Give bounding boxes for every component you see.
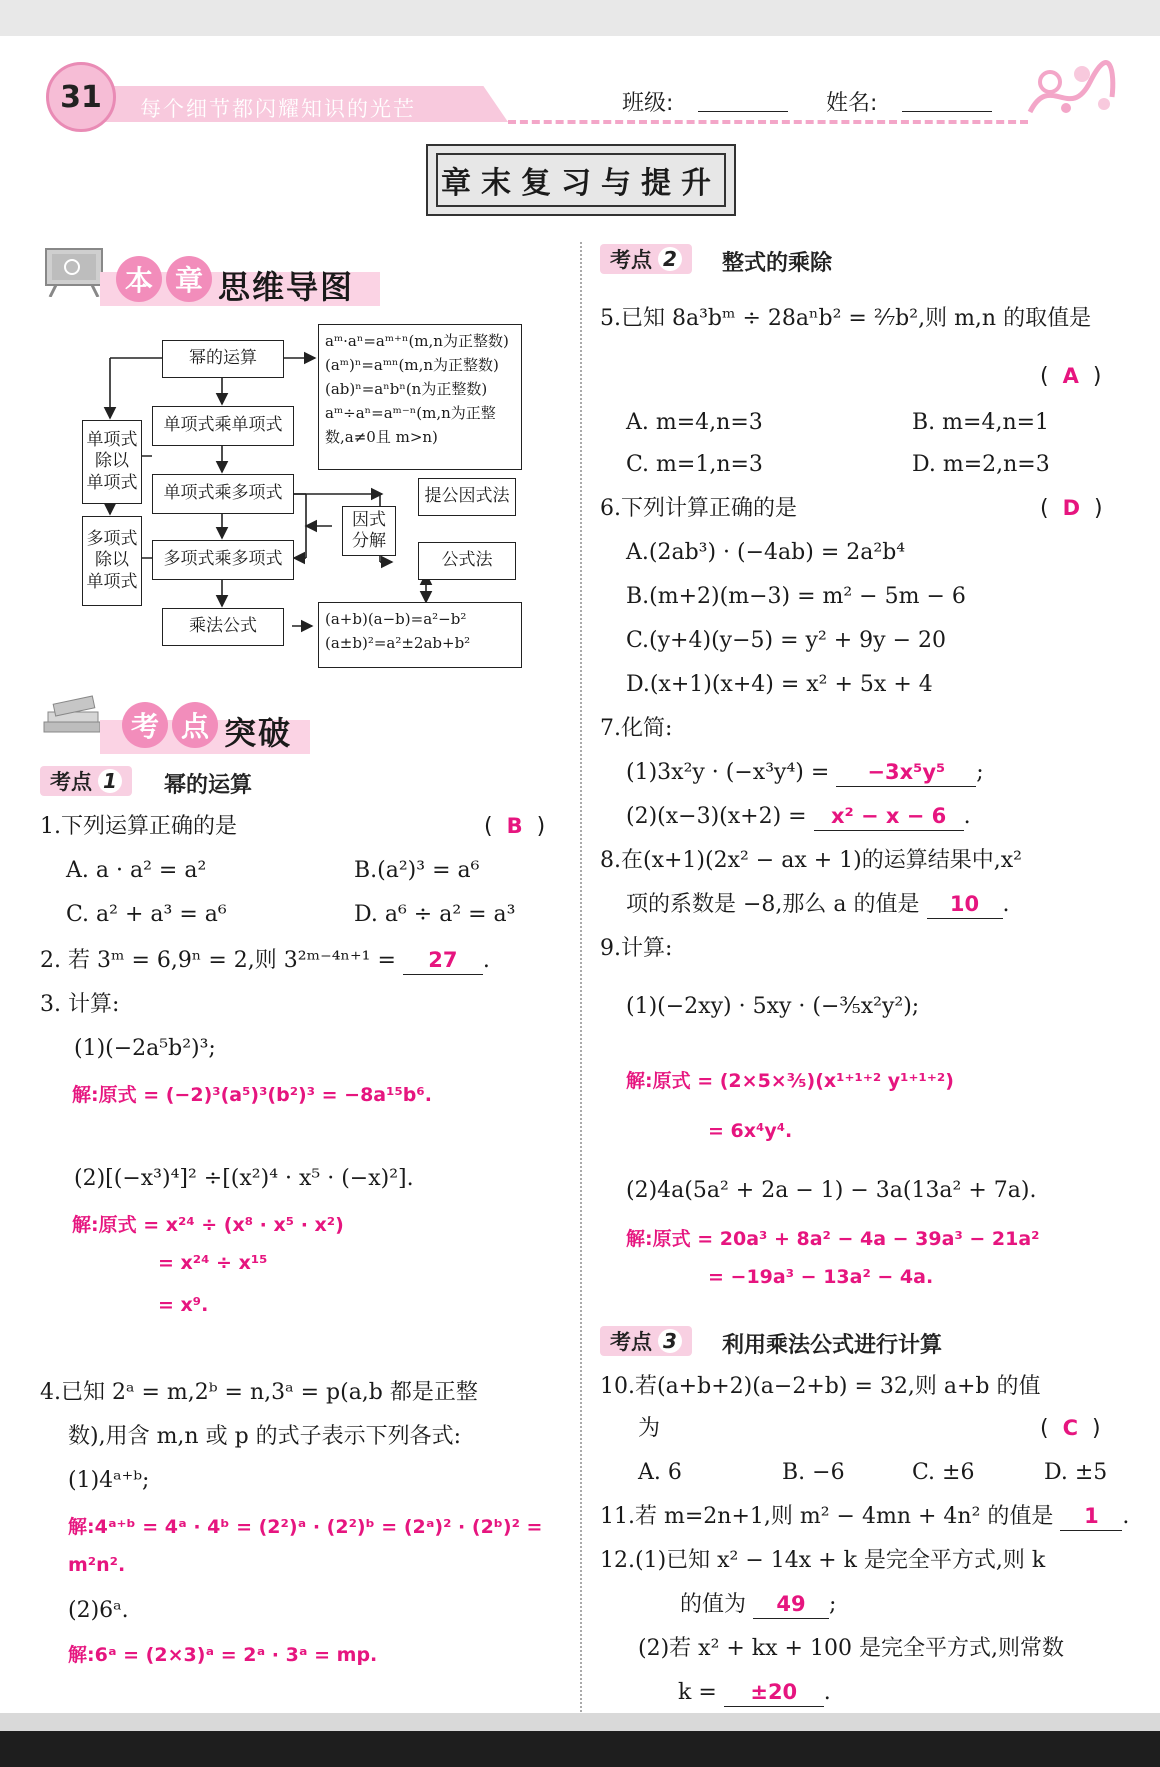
q7-part1: (1)3x²y · (−x³y⁴) = −3x⁵y⁵ ; [626, 760, 984, 787]
node-poly-div-line: 除以 [95, 550, 129, 571]
breakthrough-badge-1: 考 [122, 702, 168, 748]
q10-option-d: D. ±5 [1044, 1460, 1108, 1485]
q8-answer: 10 [949, 892, 980, 916]
kaodian2-label [600, 244, 692, 274]
q7-part1-answer: −3x⁵y⁵ [867, 760, 946, 784]
node-mono-div [82, 420, 142, 504]
q12-part2-answer: ±20 [750, 1680, 798, 1704]
kaodian1-num: 1 [98, 769, 122, 793]
q12-part1-answer: 49 [776, 1592, 806, 1616]
blackboard-icon [42, 245, 106, 297]
q1-stem: 1.下列运算正确的是 [40, 814, 237, 839]
page-bottom-edge [0, 1731, 1160, 1767]
q1-option-c: C. a² + a³ = a⁶ [66, 902, 227, 927]
q11-answer: 1 [1084, 1504, 1099, 1528]
q10-answer: C [1062, 1416, 1078, 1440]
q12-part2-line1: (2)若 x² + kx + 100 是完全平方式,则常数 [638, 1636, 1064, 1661]
q10-option-c: C. ±6 [912, 1460, 975, 1485]
q10-option-b: B. −6 [782, 1460, 845, 1485]
mindmap-badge-2: 章 [166, 256, 212, 302]
q11-answer-blank [1060, 1504, 1122, 1531]
q1-option-d: D. a⁶ ÷ a² = a³ [354, 902, 516, 927]
power-rule: (ab)ⁿ=aⁿbⁿ(n为正整数) [325, 380, 488, 398]
q9-part1-solution-2: = 6x⁴y⁴. [708, 1120, 793, 1142]
q6-option-b: B.(m+2)(m−3) = m² − 5m − 6 [626, 584, 966, 609]
page-number: 31 [46, 62, 116, 132]
q4-part1: (1)4ᵃ⁺ᵇ; [68, 1468, 150, 1493]
class-input-line[interactable] [698, 111, 788, 112]
node-poly-poly: 多项式乘多项式 [152, 540, 294, 580]
node-common-factor: 提公因式法 [418, 478, 516, 516]
kaodian2-label-text: 考点 [610, 248, 652, 272]
breakthrough-title: 突破 [224, 714, 293, 752]
flower-ornament-icon [1020, 52, 1120, 124]
q10-line2: 为 [638, 1416, 661, 1441]
node-mono-mono: 单项式乘单项式 [152, 406, 294, 446]
q7-part2-blank [814, 804, 964, 831]
q2-answer-blank [403, 948, 483, 975]
q5-stem: 5.已知 8a³bᵐ ÷ 28aⁿb² = ²⁄₇b²,则 m,n 的取值是 [600, 306, 1092, 331]
q12-part1-line1: 12.(1)已知 x² − 14x + k 是完全平方式,则 k [600, 1548, 1046, 1573]
q1-answer-paren: ( B ) [484, 814, 546, 839]
q9-part1: (1)(−2xy) · 5xy · (−³⁄₅x²y²); [626, 994, 920, 1019]
kaodian1-label-text: 考点 [50, 770, 92, 794]
node-formula-method: 公式法 [418, 542, 516, 580]
mult-formulas-box [318, 602, 522, 668]
q3-part1-solution: 解:原式 = (−2)³(a⁵)³(b²)³ = −8a¹⁵b⁶. [72, 1084, 432, 1106]
q5-option-d: D. m=2,n=3 [912, 452, 1050, 477]
q1-answer: B [506, 814, 523, 838]
q6-option-d: D.(x+1)(x+4) = x² + 5x + 4 [626, 672, 933, 697]
power-rules-box [318, 324, 522, 470]
q3-part1: (1)(−2a⁵b²)³; [74, 1036, 216, 1061]
q7-part1-text: (1)3x²y · (−x³y⁴) = [626, 760, 830, 785]
q4-part2: (2)6ᵃ. [68, 1598, 129, 1623]
kaodian2-title: 整式的乘除 [722, 251, 833, 276]
mult-formula: (a±b)²=a²±2ab+b² [325, 634, 471, 652]
power-rule: (aᵐ)ⁿ=aᵐⁿ(m,n为正整数) [325, 356, 499, 374]
page-top-edge [0, 0, 1160, 36]
kaodian3-label [600, 1326, 692, 1356]
q1-option-a: A. a · a² = a² [66, 858, 207, 883]
node-factor-line: 因式 [352, 509, 386, 530]
kaodian3-title: 利用乘法公式进行计算 [722, 1333, 943, 1358]
q9-part2-solution-2: = −19a³ − 13a² − 4a. [708, 1266, 934, 1288]
q6-answer-paren: ( D ) [1040, 496, 1103, 521]
kaodian2-num: 2 [658, 247, 682, 271]
q11: 11.若 m=2n+1,则 m² − 4mn + 4n² 的值是 1 . [600, 1504, 1129, 1531]
q4-stem-2: 数),用含 m,n 或 p 的式子表示下列各式: [68, 1424, 462, 1449]
q9-part2: (2)4a(5a² + 2a − 1) − 3a(13a² + 7a). [626, 1178, 1037, 1203]
node-poly-div [82, 516, 142, 606]
q6-stem: 6.下列计算正确的是 [600, 496, 797, 521]
q5-option-a: A. m=4,n=3 [626, 410, 763, 435]
power-rule: 数,a≠0且 m>n) [325, 428, 438, 446]
q2-stem: 2. 若 3ᵐ = 6,9ⁿ = 2,则 3²ᵐ⁻⁴ⁿ⁺¹ = 27 . [40, 948, 490, 975]
mult-formula: (a+b)(a−b)=a²−b² [325, 610, 467, 628]
node-poly-div-line: 多项式 [86, 529, 138, 550]
chapter-title-frame [426, 144, 736, 216]
q5-answer-paren: ( A ) [1040, 364, 1102, 389]
node-mono-div-line: 单项式 [86, 472, 138, 493]
mindmap-badge-1: 本 [116, 256, 162, 302]
q10-answer-paren: ( C ) [1040, 1416, 1101, 1441]
q10-option-a: A. 6 [638, 1460, 682, 1485]
page-bottom-shade [0, 1713, 1160, 1731]
q12-part1-blank [753, 1592, 829, 1619]
class-label: 班级: [622, 91, 674, 116]
q7-part2-answer: x² − x − 6 [830, 804, 947, 828]
q5-option-c: C. m=1,n=3 [626, 452, 763, 477]
q8-line2: 项的系数是 −8,那么 a 的值是 10 . [626, 892, 1010, 919]
q3-stem: 3. 计算: [40, 992, 120, 1017]
q3-part2: (2)[(−x³)⁴]² ÷[(x²)⁴ · x⁵ · (−x)²]. [74, 1166, 414, 1191]
node-mono-div-line: 除以 [95, 451, 129, 472]
slogan-text: 每个细节都闪耀知识的光芒 [140, 97, 416, 121]
node-power: 幂的运算 [162, 340, 284, 378]
q8-answer-blank [927, 892, 1003, 919]
kaodian1-label [40, 766, 132, 796]
header-dashed-line [508, 120, 1028, 124]
node-mult-formula: 乘法公式 [162, 608, 284, 646]
column-divider [580, 242, 582, 1712]
q12-part2-line2: k = ±20 . [678, 1680, 831, 1707]
node-factorization [342, 506, 396, 556]
q2-answer: 27 [428, 948, 458, 972]
mind-map [80, 322, 530, 682]
q12-part1-line2: 的值为 49 ; [680, 1592, 836, 1619]
q3-part2-solution-2: = x²⁴ ÷ x¹⁵ [158, 1252, 268, 1274]
books-icon [40, 692, 104, 744]
q6-answer: D [1062, 496, 1081, 520]
kaodian3-num: 3 [658, 1329, 682, 1353]
node-factor-line: 分解 [352, 531, 386, 551]
q9-stem: 9.计算: [600, 936, 673, 961]
q1-option-b: B.(a²)³ = a⁶ [354, 858, 480, 883]
q12-part2-text: k = [678, 1680, 717, 1705]
name-input-line[interactable] [902, 111, 992, 112]
node-mono-div-line: 单项式 [86, 430, 138, 451]
q12-part2-blank [724, 1680, 824, 1707]
q3-part2-solution-1: 解:原式 = x²⁴ ÷ (x⁸ · x⁵ · x²) [72, 1214, 344, 1236]
q9-part2-solution-1: 解:原式 = 20a³ + 8a² − 4a − 39a³ − 21a² [626, 1228, 1040, 1250]
q10-line1: 10.若(a+b+2)(a−2+b) = 32,则 a+b 的值 [600, 1374, 1041, 1399]
q2-stem-text: 2. 若 3ᵐ = 6,9ⁿ = 2,则 3²ᵐ⁻⁴ⁿ⁺¹ = [40, 948, 396, 973]
mindmap-title: 思维导图 [218, 268, 355, 306]
q6-option-a: A.(2ab³) · (−4ab) = 2a²b⁴ [626, 540, 906, 565]
power-rule: aᵐ·aⁿ=aᵐ⁺ⁿ(m,n为正整数) [325, 332, 509, 350]
q3-part2-solution-3: = x⁹. [158, 1294, 209, 1316]
node-poly-div-line: 单项式 [86, 571, 138, 592]
chapter-title: 章末复习与提升 [436, 153, 726, 207]
q12-part1-text: 的值为 [680, 1592, 747, 1617]
q7-part2: (2)(x−3)(x+2) = x² − x − 6 . [626, 804, 971, 831]
kaodian1-title: 幂的运算 [164, 773, 253, 798]
q8-line1: 8.在(x+1)(2x² − ax + 1)的运算结果中,x² [600, 848, 1022, 873]
q9-part1-solution-1: 解:原式 = (2×5×³⁄₅)(x¹⁺¹⁺² y¹⁺¹⁺²) [626, 1070, 954, 1092]
q6-option-c: C.(y+4)(y−5) = y² + 9y − 20 [626, 628, 947, 653]
q4-part2-solution: 解:6ᵃ = (2×3)ᵃ = 2ᵃ · 3ᵃ = mp. [68, 1644, 378, 1666]
q7-part2-text: (2)(x−3)(x+2) = [626, 804, 807, 829]
name-label: 姓名: [826, 91, 878, 116]
power-rule: aᵐ÷aⁿ=aᵐ⁻ⁿ(m,n为正整 [325, 404, 496, 422]
q5-option-b: B. m=4,n=1 [912, 410, 1050, 435]
q11-stem: 11.若 m=2n+1,则 m² − 4mn + 4n² 的值是 [600, 1504, 1054, 1529]
q4-part1-solution-1: 解:4ᵃ⁺ᵇ = 4ᵃ · 4ᵇ = (2²)ᵃ · (2²)ᵇ = (2ᵃ)² · (2ᵇ)² = [68, 1516, 543, 1538]
breakthrough-badge-2: 点 [172, 702, 218, 748]
q5-answer: A [1062, 364, 1079, 388]
kaodian3-label-text: 考点 [610, 1330, 652, 1354]
q8-line2-text: 项的系数是 −8,那么 a 的值是 [626, 892, 920, 917]
q4-stem-1: 4.已知 2ᵃ = m,2ᵇ = n,3ᵃ = p(a,b 都是正整 [40, 1380, 478, 1405]
q7-stem: 7.化简: [600, 716, 673, 741]
node-mono-poly: 单项式乘多项式 [152, 474, 294, 514]
q7-part1-blank [836, 760, 976, 787]
q4-part1-solution-2: m²n². [68, 1554, 126, 1576]
